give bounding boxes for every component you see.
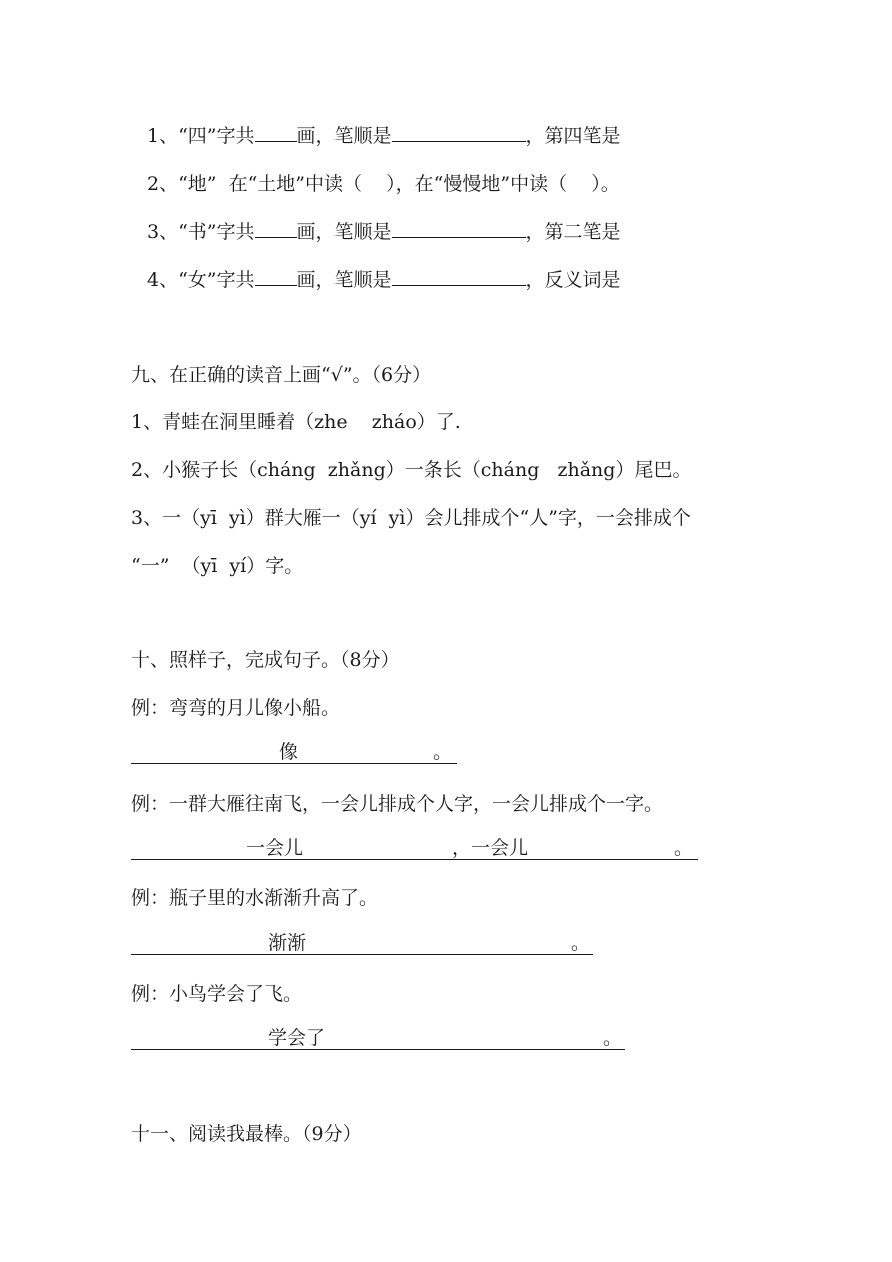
q8-1 (147, 124, 621, 148)
q9-1: 1、青蛙在洞里睡着（zhe zháo）了. (131, 411, 461, 433)
example-1: 例：弯弯的月儿像小船。 (131, 697, 341, 719)
example-4: 例：小鸟学会了飞。 (131, 983, 303, 1005)
answer-line-4[interactable] (131, 1027, 625, 1050)
stroke-count-blank[interactable] (255, 124, 297, 142)
q8-4-suffix: ，反义词是 (525, 269, 621, 291)
q8-3-suffix: ，第二笔是 (525, 221, 621, 243)
answer-line-2[interactable] (131, 837, 698, 860)
example-2: 例：一群大雁往南飞，一会儿排成个人字，一会儿排成个一字。 (131, 793, 664, 815)
q8-1-suffix: ，第四笔是 (525, 125, 621, 147)
answer-1-word: 像 (279, 741, 299, 763)
answer-2-end: 。 (674, 837, 694, 859)
section11-title: 十一、阅读我最棒。（9分） (131, 1123, 362, 1145)
q8-4 (147, 268, 621, 292)
q8-4-mid: 画，笔顺是 (296, 269, 392, 291)
stroke-count-blank[interactable] (255, 220, 297, 238)
answer-line-1[interactable] (131, 741, 457, 764)
q8-3 (147, 220, 621, 244)
example-3: 例：瓶子里的水渐渐升高了。 (131, 887, 379, 909)
answer-4-end: 。 (603, 1027, 623, 1049)
q8-3-prefix: 3、“书”字共 (147, 221, 255, 243)
section10-title: 十、照样子，完成句子。（8分） (131, 649, 400, 671)
answer-1-end: 。 (433, 741, 453, 763)
answer-3-word: 渐渐 (268, 932, 307, 954)
q8-1-mid: 画，笔顺是 (296, 125, 392, 147)
answer-line-3[interactable] (131, 932, 593, 955)
section9-title: 九、在正确的读音上画“√”。（6分） (131, 364, 432, 386)
answer-2-word1: 一会儿 (246, 837, 304, 859)
q8-3-mid: 画，笔顺是 (296, 221, 392, 243)
q8-2: 2、“地” 在“土地”中读（ ），在“慢慢地”中读（ ）。 (147, 173, 620, 195)
answer-3-end: 。 (571, 932, 591, 954)
q9-3-line2: “一” （yī yí）字。 (131, 555, 304, 577)
stroke-order-blank[interactable] (392, 124, 526, 142)
stroke-count-blank[interactable] (255, 268, 297, 286)
q9-2: 2、小猴子长（cháng zhǎng）一条长（cháng zhǎng）尾巴。 (131, 459, 692, 481)
q9-3-line1: 3、一（yī yì）群大雁一（yí yì）会儿排成个“人”字，一会排成个 (131, 507, 691, 529)
stroke-order-blank[interactable] (392, 220, 526, 238)
q8-1-prefix: 1、“四”字共 (147, 125, 255, 147)
answer-4-word: 学会了 (268, 1027, 326, 1049)
answer-2-word2: ，一会儿 (452, 837, 529, 859)
q8-4-prefix: 4、“女”字共 (147, 269, 255, 291)
stroke-order-blank[interactable] (392, 268, 526, 286)
